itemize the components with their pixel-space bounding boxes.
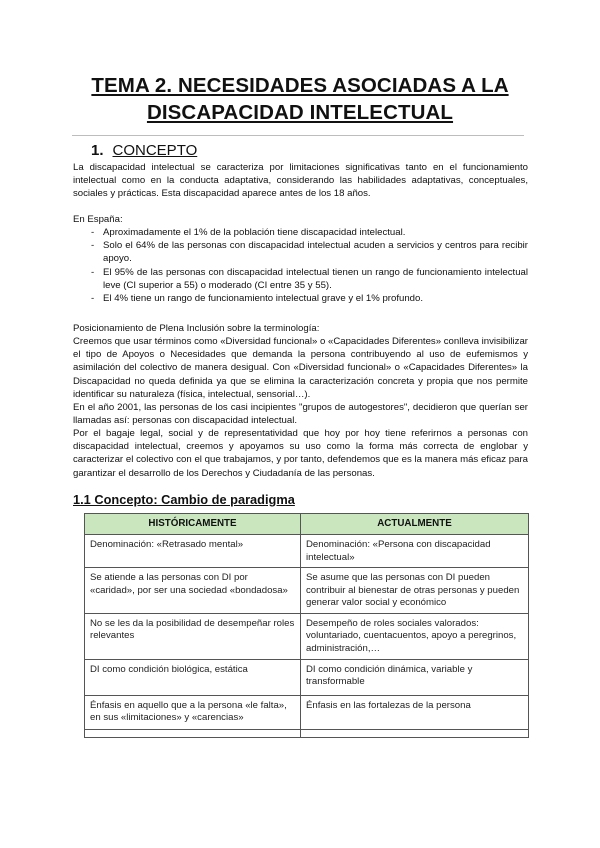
horizontal-divider xyxy=(72,135,524,136)
table-cell: Denominación: «Retrasado mental» xyxy=(85,535,301,568)
list-item-text: El 4% tiene un rango de funcionamiento intelectual grave y el 1% profundo. xyxy=(103,293,423,305)
list-item xyxy=(73,292,528,305)
table-cell: Se atiende a las personas con DI por «caridad», por ser una sociedad «bondadosa» xyxy=(85,568,301,614)
column-header-historically: HISTÓRICAMENTE xyxy=(85,514,301,535)
section-1-title: CONCEPTO xyxy=(112,142,198,159)
table-row xyxy=(85,535,529,568)
section-1-1-heading: 1.1 Concepto: Cambio de paradigma xyxy=(73,492,295,507)
table-row-empty xyxy=(85,729,529,737)
list-item xyxy=(73,266,528,292)
table-cell: Énfasis en aquello que a la persona «le falta», en sus «limitaciones» y «carencias» xyxy=(85,695,301,729)
page-title-line-1: TEMA 2. NECESIDADES ASOCIADAS A LA xyxy=(91,74,509,97)
spain-statistics-list xyxy=(73,226,528,305)
paradigm-comparison-table xyxy=(84,513,529,738)
table-cell: Se asume que las personas con DI pueden contribuir al bienestar de otras personas y pueden generar valor social y económico xyxy=(301,568,529,614)
positioning-label: Posicionamiento de Plena Inclusión sobre la terminología: xyxy=(73,323,320,334)
closing-paragraph: Por el bagaje legal, social y de representatividad que hoy por hoy tiene referirnos a personas con discapacidad intelectual, creemos y apoyamos su uso como la forma más correcta de englobar y caracterizar el colectivo con el que trabajamos, y por tanto, defendemos que es la manera más eficaz para garantizar el desarrollo de los Derechos y Ciudadanía de las personas. xyxy=(73,428,528,479)
table-row xyxy=(85,613,529,659)
bullet-marker: - xyxy=(91,227,95,238)
list-item-text: El 95% de las personas con discapacidad intelectual tienen un rango de funcionamiento intelectual leve (CI superior a 55) o moderado (CI entre 35 y 55). xyxy=(103,266,528,291)
positioning-paragraph: Creemos que usar términos como «Diversidad funcional» o «Capacidades Diferentes» conlleva invisibilizar el tipo de Apoyos o Necesidades que demanda la persona contribuyendo al uso de eufemismos y asimilación del colectivo de manera desigual. Con «Diversidad funcional» o «Capacidades Diferentes» la Discapacidad no queda definida ya que se elimina la caracterización concreta y propia que nos permite identificar su naturaleza (física, intelectual, sensorial…). xyxy=(73,336,528,400)
list-item xyxy=(73,226,528,239)
table-cell: Denominación: «Persona con discapacidad intelectual» xyxy=(301,535,529,568)
list-item-text: Solo el 64% de las personas con discapacidad intelectual acuden a servicios y centros para recibir apoyo. xyxy=(103,240,528,265)
list-item-text: Aproximadamente el 1% de la población tiene discapacidad intelectual. xyxy=(103,227,406,238)
table-cell: Énfasis en las fortalezas de la persona xyxy=(301,695,529,729)
table-cell: DI como condición biológica, estática xyxy=(85,659,301,695)
column-header-currently: ACTUALMENTE xyxy=(301,514,529,535)
table-header-row xyxy=(85,514,529,535)
table-row xyxy=(85,659,529,695)
section-1-number: 1. xyxy=(91,142,104,159)
section-1-heading xyxy=(91,141,197,160)
table-cell-empty xyxy=(301,729,529,737)
table-cell: Desempeño de roles sociales valorados: voluntariado, cuentacuentos, apoyo a peregrinos, administración,… xyxy=(301,613,529,659)
page-title-line-2: DISCAPACIDAD INTELECTUAL xyxy=(146,101,454,124)
table-cell: No se les da la posibilidad de desempeñar roles relevantes xyxy=(85,613,301,659)
bullet-marker: - xyxy=(91,240,95,252)
intro-paragraph: La discapacidad intelectual se caracteriza por limitaciones significativas tanto en el funcionamiento intelectual como en la conducta adaptativa, considerando las habilidades adaptativas, conceptuales, sociales y prácticas. Esta discapacidad aparece antes de los 18 años. xyxy=(73,162,528,200)
table-cell: DI como condición dinámica, variable y transformable xyxy=(301,659,529,695)
bullet-marker: - xyxy=(91,266,95,278)
list-item xyxy=(73,239,528,265)
table-cell-empty xyxy=(85,729,301,737)
table-row xyxy=(85,568,529,614)
bullet-marker: - xyxy=(91,293,95,305)
table-row xyxy=(85,695,529,729)
page-title xyxy=(60,72,540,126)
spain-label: En España: xyxy=(73,214,123,225)
history-paragraph: En el año 2001, las personas de los casi incipientes "grupos de autogestores", decidieron que querían ser llamadas así: personas con discapacidad intelectual. xyxy=(73,402,528,427)
